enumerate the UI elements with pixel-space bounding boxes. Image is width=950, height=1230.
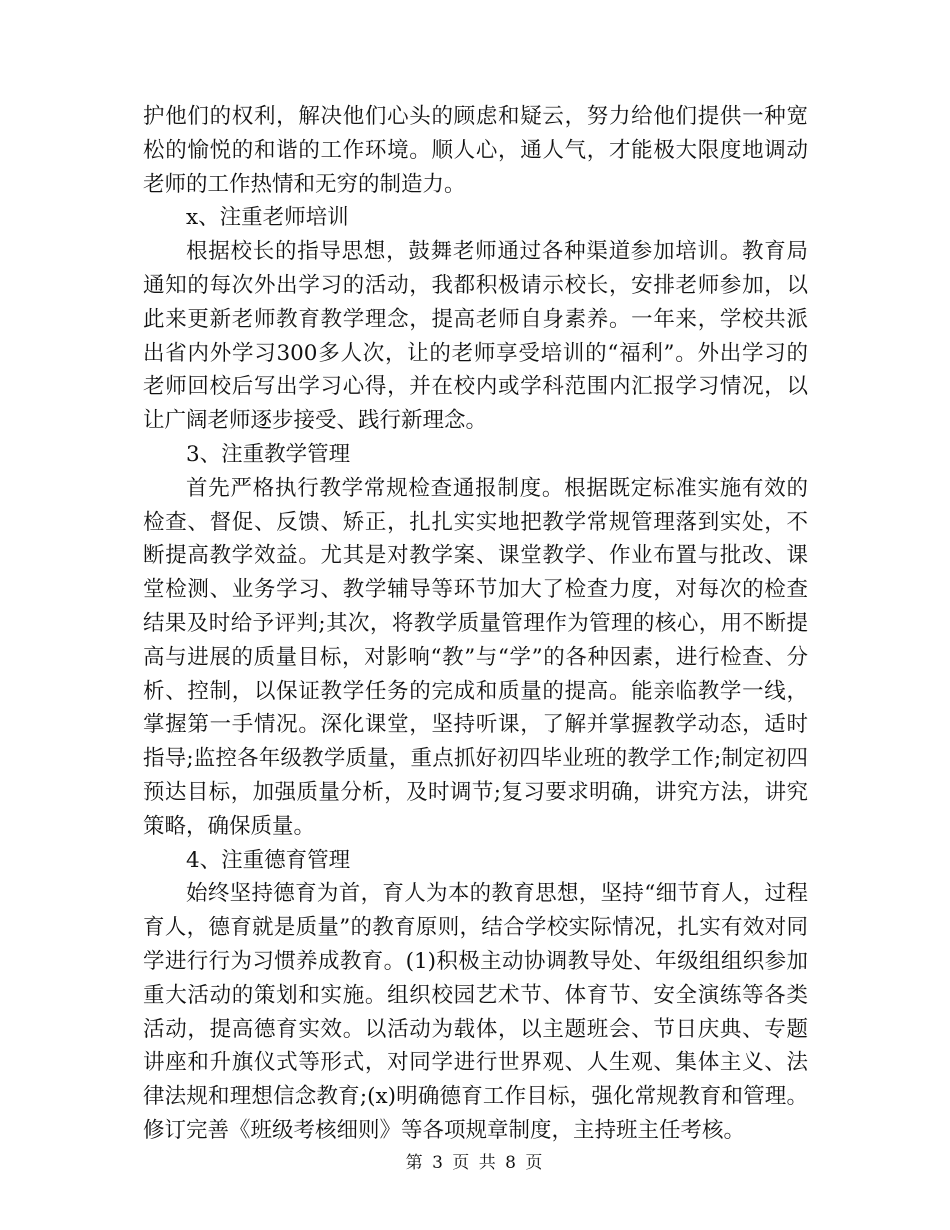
page-number-footer: 第 3 页 共 8 页 <box>405 1153 545 1173</box>
section-heading-teacher-training: x、注重老师培训 <box>186 205 349 231</box>
paragraph-teacher-training: 根据校长的指导思想，鼓舞老师通过各种渠道参加培训。教育局通知的每次外出学习的活动，我都积极请示校长，安排老师参加，以此来更新老师教育教学理念，提高老师自身素养。一年来，学校共派出省内外学习300多人次，让的老师享受培训的“福利”。外出学习的老师回校后写出学习心得，并在校内或学科范围内汇报学习情况，以让广阔老师逐步接受、践行新理念。 <box>143 239 808 434</box>
document-body <box>143 100 808 1148</box>
paragraph-moral-education: 始终坚持德育为首，育人为本的教育思想，坚持“细节育人，过程育人，德育就是质量”的教育原则，结合学校实际情况，扎实有效对同学进行行为习惯养成教育。(1)积极主动协调教导处、年级组组织参加重大活动的策划和实施。组织校园艺术节、体育节、安全演练等各类活动，提高德育实效。以活动为载体，以主题班会、节日庆典、专题讲座和升旗仪式等形式，对同学进行世界观、人生观、集体主义、法律法规和理想信念教育;(x)明确德育工作目标，强化常规教育和管理。修订完善《班级考核细则》等各项规章制度，主持班主任考核。 <box>143 881 808 1143</box>
section-heading-teaching-management: 3、注重教学管理 <box>186 441 351 467</box>
paragraph-teaching-management: 首先严格执行教学常规检查通报制度。根据既定标准实施有效的检查、督促、反馈、矫正，扎扎实实地把教学常规管理落到实处，不断提高教学效益。尤其是对教学案、课堂教学、作业布置与批改、课堂检测、业务学习、教学辅导等环节加大了检查力度，对每次的检查结果及时给予评判;其次，将教学质量管理作为管理的核心，用不断提高与进展的质量目标，对影响“教”与“学”的各种因素，进行检查、分析、控制，以保证教学任务的完成和质量的提高。能亲临教学一线，掌握第一手情况。深化课堂，坚持听课，了解并掌握教学动态，适时指导;监控各年级教学质量，重点抓好初四毕业班的教学工作;制定初四预达目标，加强质量分析，及时调节;复习要求明确，讲究方法，讲究策略，确保质量。 <box>143 475 808 839</box>
paragraph-1: 护他们的权利，解决他们心头的顾虑和疑云，努力给他们提供一种宽松的愉悦的和谐的工作环境。顺人心，通人气，才能极大限度地调动老师的工作热情和无穷的制造力。 <box>143 104 808 197</box>
section-heading-moral-education: 4、注重德育管理 <box>186 847 351 873</box>
